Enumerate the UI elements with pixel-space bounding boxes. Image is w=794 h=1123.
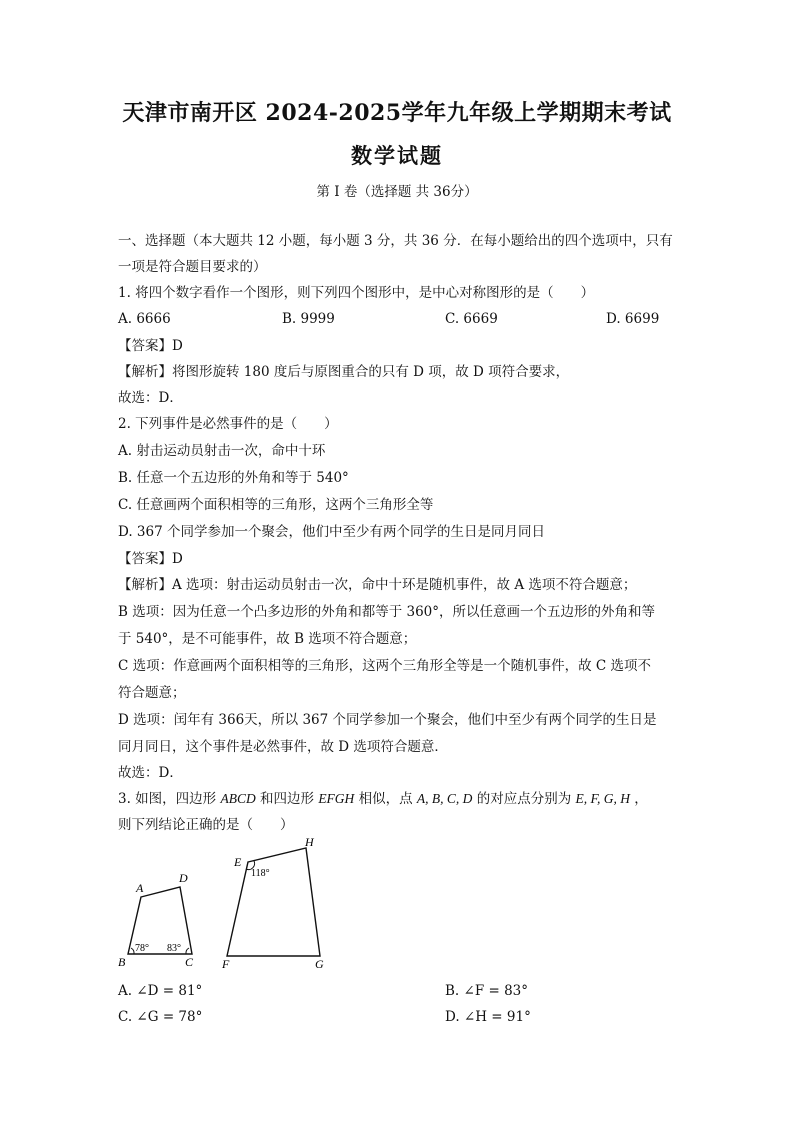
q2-analysis-line-2: B 选项：因为任意一个凸多边形的外角和都等于 360°，所以任意画一个五边形的外角和等	[118, 604, 656, 620]
q2-option-d: D. 367 个同学参加一个聚会，他们中至少有两个同学的生日是同月同日	[118, 524, 545, 540]
q1-option-d: D. 6699	[606, 311, 660, 327]
q2-analysis-line-5: 符合题意；	[118, 685, 186, 701]
q2-option-c: C. 任意画两个面积相等的三角形，这两个三角形全等	[118, 497, 434, 513]
q1-answer: 【答案】D	[118, 338, 183, 354]
q3-quad-efgh: EFGH	[318, 791, 355, 806]
q2-answer: 【答案】D	[118, 551, 183, 567]
q1-conclusion: 故选：D．	[118, 390, 183, 406]
q3-stem-text-1: 3. 如图，四边形	[118, 791, 221, 807]
label-c: C	[185, 955, 194, 969]
q2-stem: 2. 下列事件是必然事件的是（ ）	[118, 416, 338, 432]
label-a: A	[136, 881, 144, 895]
q3-option-b: B. ∠F = 83°	[445, 983, 529, 999]
part-heading-line-2: 一项是符合题目要求的）	[118, 259, 267, 275]
q3-stem-line-2: 则下列结论正确的是（ ）	[118, 817, 294, 833]
q1-option-c: C. 6669	[445, 311, 498, 327]
q2-analysis-line-7: 同月同日，这个事件是必然事件，故 D 选项符合题意．	[118, 739, 448, 755]
q3-option-c: C. ∠G = 78°	[118, 1009, 203, 1025]
label-b: B	[118, 955, 126, 969]
angle-e-value: 118°	[251, 868, 270, 879]
q1-analysis: 【解析】将图形旋转 180 度后与原图重合的只有 D 项，故 D 项符合要求，	[118, 364, 570, 380]
q1-option-b: B. 9999	[282, 311, 335, 327]
q3-quad-abcd: ABCD	[220, 791, 256, 806]
q2-analysis-line-3: 于 540°，是不可能事件，故 B 选项不符合题意；	[118, 631, 417, 647]
exam-title: 天津市南开区 2024-2025学年九年级上学期期末考试	[122, 100, 672, 126]
q3-stem-text-5: ，	[630, 791, 648, 807]
label-e: E	[234, 855, 242, 869]
q3-stem-line-1	[118, 790, 648, 808]
angle-c-value: 83°	[167, 943, 181, 954]
q2-analysis-line-4: C 选项：作意画两个面积相等的三角形，这两个三角形全等是一个随机事件，故 C 选项不	[118, 658, 652, 674]
angle-c-arc	[186, 948, 189, 954]
q3-figure	[110, 832, 350, 974]
q3-points-abcd: A, B, C, D	[416, 791, 473, 806]
label-d: D	[179, 871, 188, 885]
q2-analysis-line-1: 【解析】A 选项：射击运动员射击一次，命中十环是随机事件，故 A 选项不符合题意；	[118, 577, 637, 593]
angle-b-arc	[131, 948, 134, 954]
q2-option-a: A. 射击运动员射击一次，命中十环	[118, 443, 326, 459]
q3-stem-text-3: 相似，点	[354, 791, 417, 807]
q3-points-efgh: E, F, G, H	[575, 791, 631, 806]
q3-stem-text-4: 的对应点分别为	[472, 791, 576, 807]
label-h: H	[305, 835, 314, 849]
q2-analysis-line-6: D 选项：闰年有 366天，所以 367 个同学参加一个聚会，他们中至少有两个同学的生日是	[118, 712, 657, 728]
label-g: G	[315, 957, 324, 971]
q3-stem-text-2: 和四边形	[255, 791, 319, 807]
q2-conclusion: 故选：D．	[118, 765, 183, 781]
section-heading: 第 I 卷（选择题 共 36分）	[316, 184, 478, 200]
q1-option-a: A. 6666	[118, 311, 171, 327]
part-heading-line-1: 一、选择题（本大题共 12 小题，每小题 3 分，共 36 分．在每小题给出的四个选项中，只有	[118, 233, 673, 249]
q3-option-a: A. ∠D = 81°	[118, 983, 203, 999]
q1-stem: 1. 将四个数字看作一个图形，则下列四个图形中，是中心对称图形的是（ ）	[118, 285, 595, 301]
label-f: F	[222, 957, 230, 971]
q2-option-b: B. 任意一个五边形的外角和等于 540°	[118, 470, 349, 486]
exam-subtitle: 数学试题	[351, 143, 443, 168]
angle-b-value: 78°	[135, 943, 149, 954]
q3-option-d: D. ∠H = 91°	[445, 1009, 531, 1025]
